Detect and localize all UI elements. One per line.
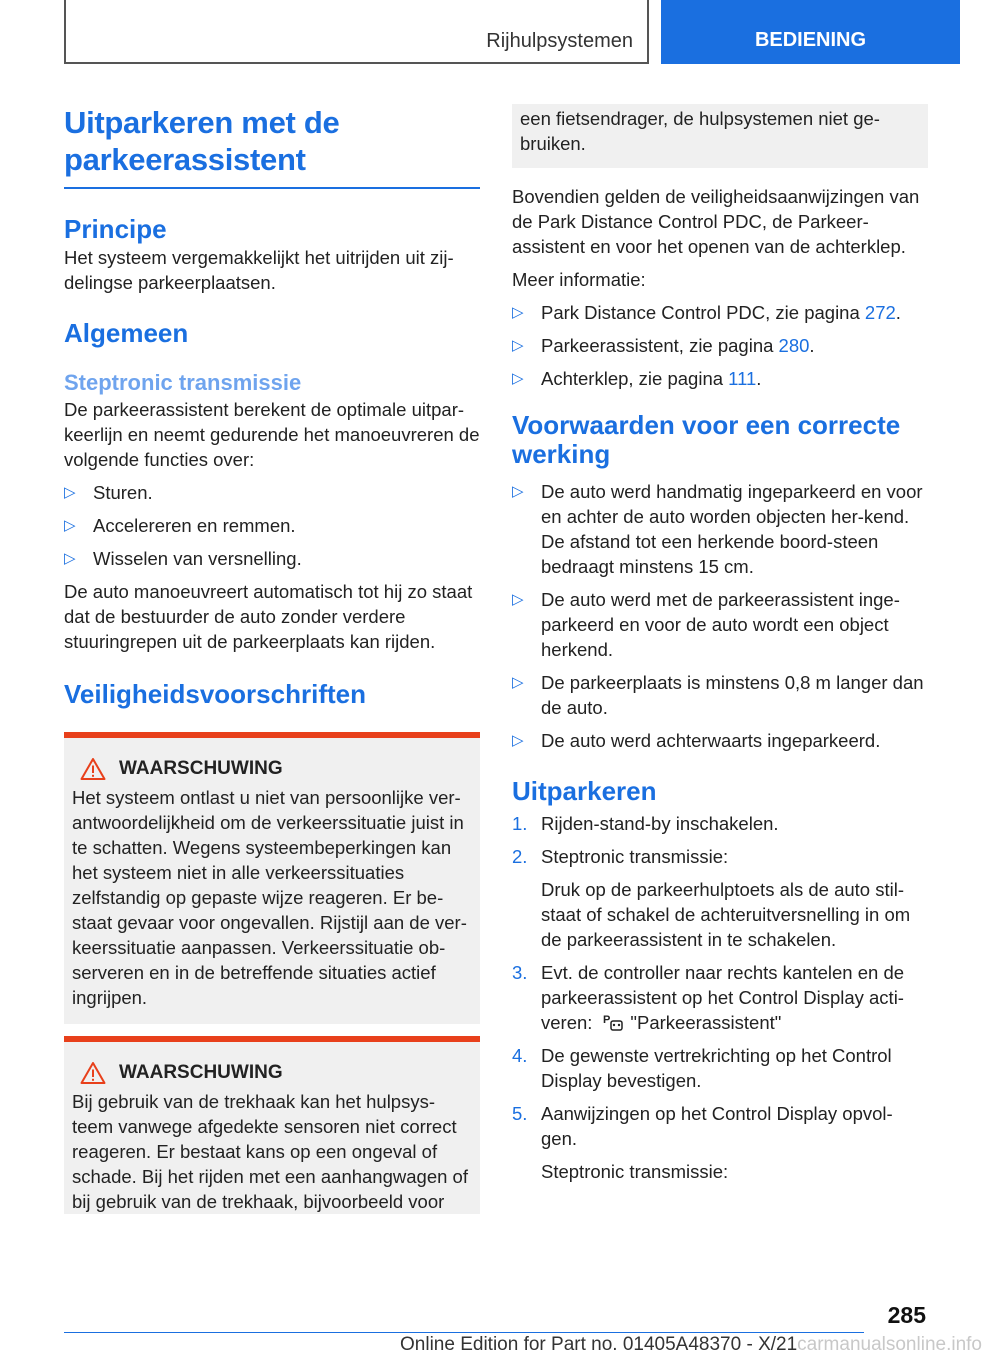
steptronic-text: De parkeerassistent berekent de optimale uitpar-keerlijn en neemt gedurende het manoeuvreren de volgende functies over: xyxy=(64,399,480,470)
step-number: 5. xyxy=(512,1103,528,1124)
header-box xyxy=(64,0,649,64)
step-item xyxy=(512,960,928,1035)
warning-continuation xyxy=(512,104,928,168)
warning-title: WAARSCHUWING xyxy=(119,758,283,779)
step-number: 4. xyxy=(512,1045,528,1066)
list-item-text: Wisselen van versnelling. xyxy=(93,548,302,569)
triangle-bullet-icon: ▷ xyxy=(512,591,524,608)
step-item xyxy=(512,1043,928,1093)
triangle-bullet-icon: ▷ xyxy=(64,517,76,534)
uitparkeren-heading: Uitparkeren xyxy=(512,776,657,806)
step-quote: "Parkeerassistent" xyxy=(630,1012,782,1033)
page-title: Uitparkeren met de parkeerassistent xyxy=(64,104,480,189)
step-number: 3. xyxy=(512,962,528,983)
triangle-bullet-icon: ▷ xyxy=(512,304,524,321)
header-section-title: Rijhulpsystemen xyxy=(486,30,633,52)
warning-title: WAARSCHUWING xyxy=(119,1062,283,1083)
list-item xyxy=(64,513,480,538)
principle-text: Het systeem vergemakkelijkt het uitrijden uit zij-delingse parkeerplaatsen. xyxy=(64,247,454,293)
step-text: Aanwijzingen op het Control Display opvol-gen. xyxy=(541,1103,893,1149)
triangle-bullet-icon: ▷ xyxy=(64,550,76,567)
list-item: ▷ Achterklep, zie pagina 111. xyxy=(512,368,762,389)
footer-edition xyxy=(400,1334,982,1356)
list-item xyxy=(512,670,928,720)
triangle-bullet-icon: ▷ xyxy=(512,674,524,691)
left-column xyxy=(64,104,480,1214)
list-item xyxy=(512,587,928,662)
principle-heading: Principe xyxy=(64,214,167,244)
step-detail-text: Steptronic transmissie: xyxy=(541,1161,729,1182)
step-number: 2. xyxy=(512,846,528,867)
ref-text: Parkeerassistent, zie pagina xyxy=(541,335,779,356)
steptronic-heading: Steptronic transmissie xyxy=(64,370,302,395)
warning-text: Bij gebruik van de trekhaak kan het hulpsys-teem vanwege afgedekte sensoren niet correct reageren. Er bestaat kans op een ongeval of schade. Bij het rijden met een aanhangwagen of bij gebruik van de trekhaak, bijvoorbeeld voor xyxy=(72,1091,468,1212)
triangle-bullet-icon: ▷ xyxy=(512,483,524,500)
warning-title-row xyxy=(72,1060,472,1085)
general-heading: Algemeen xyxy=(64,318,189,348)
footer-divider xyxy=(64,1332,864,1333)
header-tab-bediening[interactable]: BEDIENING xyxy=(661,0,960,64)
list-item-text: Accelereren en remmen. xyxy=(93,515,296,536)
triangle-bullet-icon: ▷ xyxy=(512,337,524,354)
condition-text: De auto werd achterwaarts ingeparkeerd. xyxy=(541,730,881,751)
auto-text: De auto manoeuvreert automatisch tot hij zo staat dat de bestuurder de auto zonder verdere stuuringrepen uit de parkeerplaats kan rijden. xyxy=(64,581,473,652)
edition-text: Online Edition for Part no. 01405A48370 - X/21 xyxy=(400,1334,798,1355)
warning-title-row xyxy=(72,756,472,781)
list-item xyxy=(64,480,480,505)
page-link[interactable]: 272 xyxy=(864,302,896,323)
warning-triangle-icon xyxy=(80,757,106,781)
triangle-bullet-icon: ▷ xyxy=(512,370,524,387)
conditions-heading: Voorwaarden voor een correcte werking xyxy=(512,410,901,469)
step-detail-text: Druk op de parkeerhulptoets als de auto stil-staat of schakel de achteruitversnelling in om de parkeerassistent in te schakelen. xyxy=(541,879,911,950)
condition-text: De auto werd handmatig ingeparkeerd en voor en achter de auto worden objecten her-kend. De afstand tot een herkende boord-steen bedraagt minstens 15 cm. xyxy=(541,481,923,577)
step-item xyxy=(512,811,928,836)
step-item xyxy=(512,1101,928,1151)
condition-text: De parkeerplaats is minstens 0,8 m langer dan de auto. xyxy=(541,672,924,718)
list-item xyxy=(512,479,928,579)
svg-text:P: P xyxy=(603,1014,611,1026)
step-number: 1. xyxy=(512,813,528,834)
triangle-bullet-icon: ▷ xyxy=(512,732,524,749)
watermark: carmanualsonline.info xyxy=(797,1334,982,1355)
warning-box xyxy=(64,732,480,1024)
ref-text: Achterklep, zie pagina xyxy=(541,368,729,389)
step-text: Evt. de controller naar rechts kantelen en de parkeerassistent op het Control Display acti-veren: xyxy=(541,962,905,1033)
right-column xyxy=(512,104,928,1184)
list-item: ▷ Park Distance Control PDC, zie pagina 272. xyxy=(512,302,901,323)
warning-triangle-icon xyxy=(80,1061,106,1085)
also-text: Bovendien gelden de veiligheidsaanwijzingen van de Park Distance Control PDC, de Parkeer-assistent en voor het openen van de achterklep. xyxy=(512,186,920,257)
step-text: Rijden-stand-by inschakelen. xyxy=(541,813,779,834)
step-text: De gewenste vertrekrichting op het Control Display bevestigen. xyxy=(541,1045,892,1091)
parking-assistant-icon xyxy=(602,1012,624,1032)
list-item: ▷ Parkeerassistent, zie pagina 280. xyxy=(512,335,815,356)
page-link[interactable]: 280 xyxy=(778,335,810,356)
triangle-bullet-icon: ▷ xyxy=(64,484,76,501)
condition-text: De auto werd met de parkeerassistent inge-parkeerd en voor de auto wordt een object herkend. xyxy=(541,589,900,660)
ref-text: Park Distance Control PDC, zie pagina xyxy=(541,302,865,323)
step-detail xyxy=(512,1159,928,1184)
warning-text: Het systeem ontlast u niet van persoonlijke ver-antwoordelijkheid om de verkeerssituatie juist in te schatten. Wegens systeembeperkingen kan het systeem niet in alle verkeerssituaties zelfstandig op gepaste wijze reageren. Er be-staat gevaar voor ongevallen. Rijstijl aan de ver-keerssituatie aanpassen. Verkeerssituatie ob-serveren en in de betreffende situaties actief ingrijpen. xyxy=(72,787,467,1008)
page-link[interactable]: 111 xyxy=(728,368,757,389)
more-info-label: Meer informatie: xyxy=(512,269,646,290)
list-item xyxy=(512,728,928,753)
list-item-text: Sturen. xyxy=(93,482,153,503)
list-item xyxy=(64,546,480,571)
warning-box xyxy=(64,1036,480,1214)
safety-heading: Veiligheidsvoorschriften xyxy=(64,679,366,709)
page-number: 285 xyxy=(887,1302,926,1328)
step-text: Steptronic transmissie: xyxy=(541,846,729,867)
step-detail xyxy=(512,877,928,952)
step-item xyxy=(512,844,928,869)
warning-continuation-text: een fietsendrager, de hulpsystemen niet ge-bruiken. xyxy=(520,108,880,154)
